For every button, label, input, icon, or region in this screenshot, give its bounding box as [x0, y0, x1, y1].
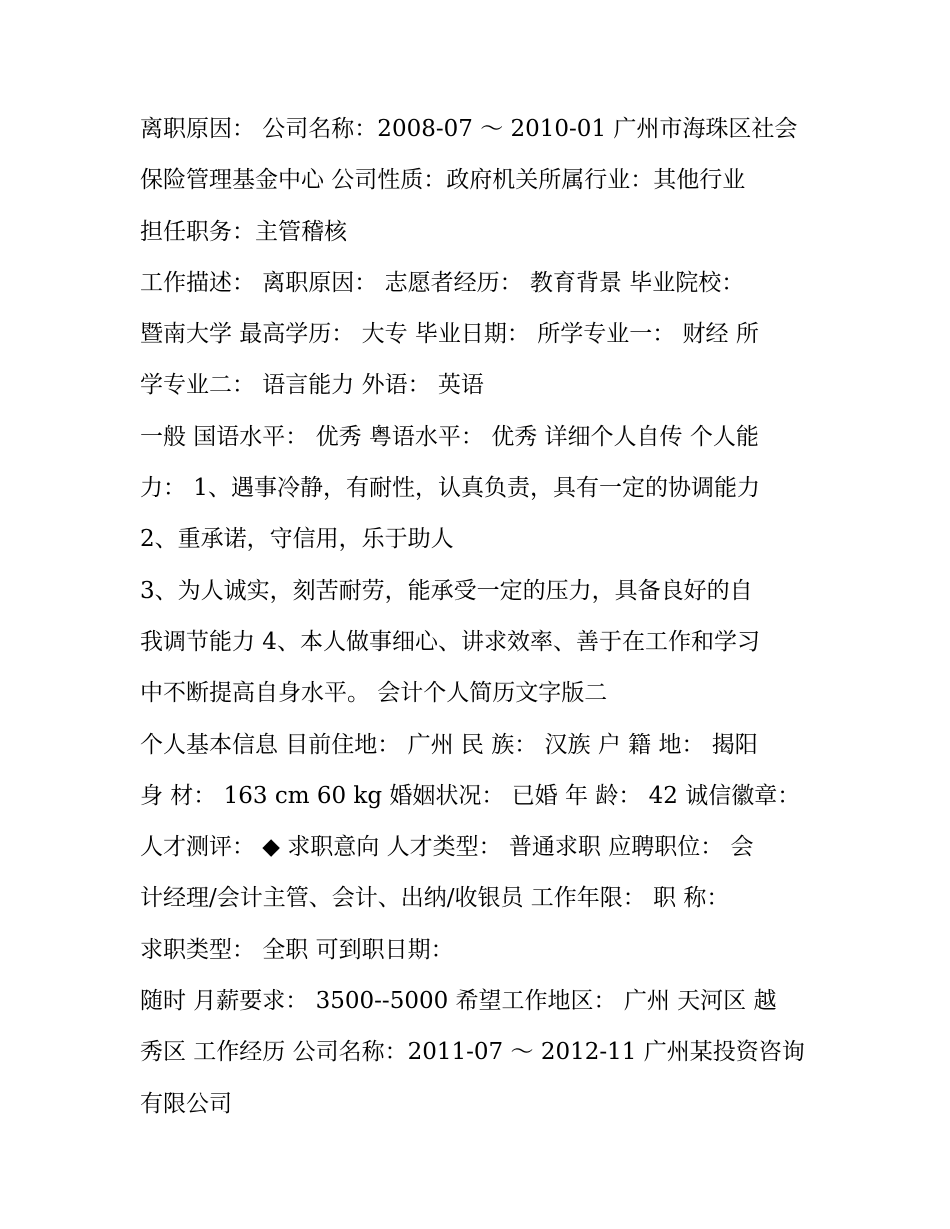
text-line: 计经理/会计主管、会计、出纳/收银员 工作年限： 职 称：: [140, 885, 730, 912]
document-body: [140, 104, 812, 1130]
text-line: 担任职务：主管稽核: [140, 218, 347, 245]
text-line: 工作描述： 离职原因： 志愿者经历： 教育背景 毕业院校：: [140, 269, 745, 296]
text-line: 随时 月薪要求： 3500--5000 希望工作地区： 广州 天河区 越: [140, 988, 777, 1015]
text-line: 保险管理基金中心 公司性质：政府机关所属行业：其他行业: [140, 167, 746, 194]
text-line: 一般 国语水平： 优秀 粤语水平： 优秀 详细个人自传 个人能: [140, 423, 759, 450]
text-line: 秀区 工作经历 公司名称：2011-07 ～ 2012-11 广州某投资咨询: [140, 1039, 805, 1066]
text-line: 中不断提高自身水平。 会计个人简历文字版二: [140, 680, 608, 707]
text-line: 人才测评： ◆ 求职意向 人才类型： 普通求职 应聘职位： 会: [140, 834, 754, 861]
text-line: 身 材： 163 cm 60 kg 婚姻状况： 已婚 年 龄： 42 诚信徽章：: [140, 782, 801, 809]
text-line: 力： 1、遇事冷静，有耐性，认真负责，具有一定的协调能力: [140, 475, 760, 502]
text-line: 离职原因： 公司名称：2008-07 ～ 2010-01 广州市海珠区社会: [140, 116, 798, 142]
text-line: 学专业二： 语言能力 外语： 英语: [140, 372, 484, 399]
text-line: 个人基本信息 目前住地： 广州 民 族： 汉族 户 籍 地： 揭阳: [140, 731, 758, 758]
text-line: 暨南大学 最高学历： 大专 毕业日期： 所学专业一： 财经 所: [140, 321, 759, 348]
text-line: 3、为人诚实，刻苦耐劳，能承受一定的压力，具备良好的自: [140, 577, 753, 604]
text-line: 我调节能力 4、本人做事细心、讲求效率、善于在工作和学习: [140, 628, 760, 655]
text-line: 有限公司: [140, 1090, 232, 1117]
text-line: 求职类型： 全职 可到职日期：: [140, 936, 454, 963]
text-line: 2、重承诺，守信用，乐于助人: [140, 526, 454, 553]
